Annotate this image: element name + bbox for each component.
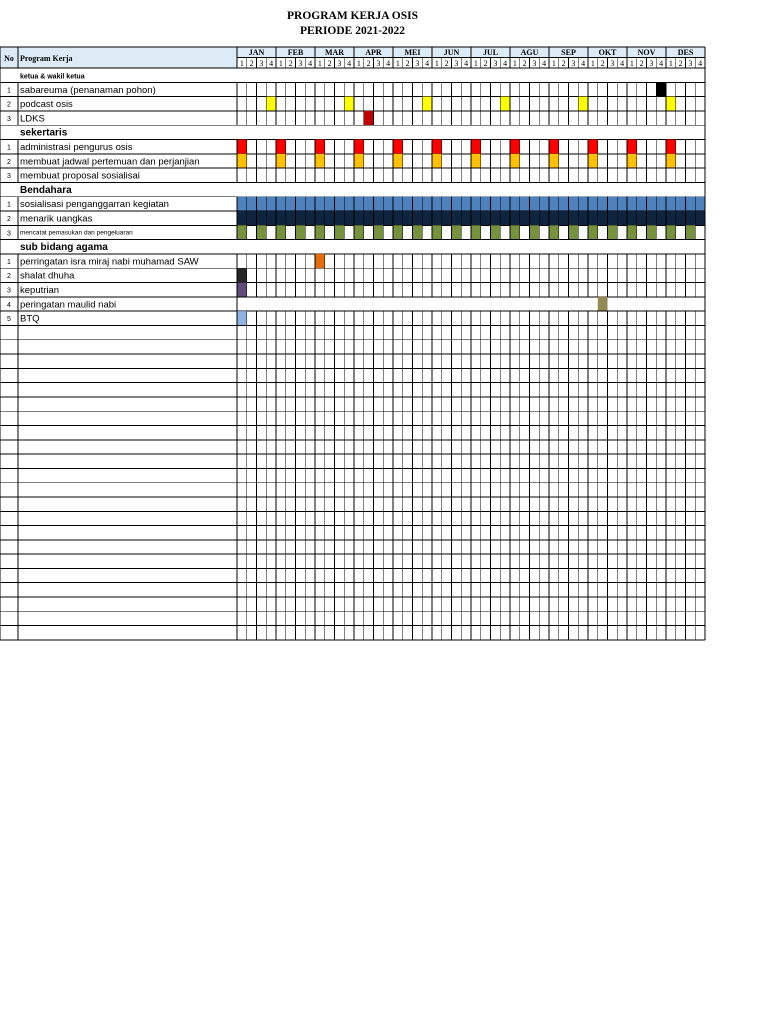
- week-label: 3: [454, 59, 459, 68]
- week-label: 4: [308, 59, 313, 68]
- week-label: 1: [668, 59, 673, 68]
- week-label: 2: [288, 59, 293, 68]
- row-number: 1: [7, 201, 11, 209]
- gantt-cell: [549, 140, 559, 154]
- gantt-cell: [335, 225, 345, 239]
- program-item: podcast osis: [20, 99, 73, 111]
- week-label: 2: [249, 59, 254, 68]
- week-label: 3: [298, 59, 303, 68]
- gantt-cell: [432, 140, 442, 154]
- month-feb: FEB: [287, 48, 304, 57]
- week-label: 4: [347, 59, 352, 68]
- month-nov: NOV: [637, 48, 656, 57]
- gantt-cell: [315, 225, 325, 239]
- gantt-cell: [237, 268, 247, 282]
- week-label: 2: [483, 59, 488, 68]
- gantt-cell: [237, 283, 247, 297]
- row-number: 3: [7, 115, 11, 123]
- gantt-cell: [627, 140, 637, 154]
- gantt-cell: [315, 254, 325, 268]
- section-heading: sub bidang agama: [20, 242, 108, 254]
- gantt-cell: [510, 225, 520, 239]
- row-number: 1: [7, 258, 11, 266]
- gantt-cell: [491, 225, 501, 239]
- gantt-cell: [578, 97, 588, 111]
- week-label: 2: [600, 59, 605, 68]
- row-number: 2: [7, 101, 11, 109]
- section-heading: sekertaris: [20, 127, 68, 139]
- gantt-cell: [393, 154, 403, 168]
- week-label: 4: [464, 59, 469, 68]
- week-label: 1: [551, 59, 556, 68]
- gantt-cell: [588, 154, 598, 168]
- month-des: DES: [677, 48, 694, 57]
- week-label: 1: [317, 59, 322, 68]
- gantt-cell: [549, 225, 559, 239]
- month-mar: MAR: [324, 48, 345, 57]
- week-label: 1: [473, 59, 478, 68]
- gantt-cell: [422, 97, 432, 111]
- week-label: 1: [629, 59, 634, 68]
- gantt-cell: [666, 225, 676, 239]
- row-number: 3: [7, 287, 11, 295]
- row-number: 3: [7, 230, 11, 238]
- gantt-cell: [237, 140, 247, 154]
- gantt-cell: [354, 140, 364, 154]
- gantt-cell: [471, 154, 481, 168]
- gantt-cell: [237, 154, 247, 168]
- program-item: BTQ: [20, 313, 40, 325]
- gantt-cell: [393, 225, 403, 239]
- subgroup-heading: ketua & wakil ketua: [20, 73, 85, 81]
- gantt-cell: [374, 225, 384, 239]
- week-label: 4: [659, 59, 664, 68]
- gantt-cell: [296, 225, 306, 239]
- gantt-cell: [364, 111, 374, 125]
- gantt-cell: [549, 154, 559, 168]
- gantt-cell: [666, 154, 676, 168]
- week-label: 2: [639, 59, 644, 68]
- row-number: 2: [7, 216, 11, 223]
- program-item: membuat jadwal pertemuan dan perjanjian: [20, 156, 200, 168]
- program-item: shalat dhuha: [20, 270, 75, 282]
- week-label: 4: [698, 59, 703, 68]
- week-label: 3: [415, 59, 420, 68]
- week-label: 3: [376, 59, 381, 68]
- gantt-cell: [393, 140, 403, 154]
- gantt-cell: [432, 154, 442, 168]
- week-label: 2: [405, 59, 410, 68]
- gantt-cell: [257, 225, 267, 239]
- row-number: 4: [7, 301, 11, 309]
- week-label: 1: [395, 59, 400, 68]
- gantt-cell: [588, 225, 598, 239]
- gantt-cell: [276, 225, 286, 239]
- row-number: 3: [7, 173, 11, 181]
- month-jul: JUL: [482, 48, 499, 57]
- week-label: 1: [356, 59, 361, 68]
- week-label: 4: [503, 59, 508, 68]
- week-label: 2: [444, 59, 449, 68]
- gantt-cell: [666, 140, 676, 154]
- title-line-2: PERIODE 2021-2022: [299, 25, 406, 37]
- week-label: 3: [649, 59, 654, 68]
- title-line-1: PROGRAM KERJA OSIS: [287, 10, 418, 22]
- gantt-cell: [627, 154, 637, 168]
- gantt-cell: [500, 97, 510, 111]
- gantt-cell: [608, 225, 618, 239]
- gantt-cell: [530, 225, 540, 239]
- week-label: 2: [561, 59, 566, 68]
- program-item: LDKS: [20, 113, 45, 125]
- gantt-cell: [315, 140, 325, 154]
- week-label: 3: [532, 59, 537, 68]
- gantt-cell: [510, 154, 520, 168]
- gantt-cell: [666, 97, 676, 111]
- gantt-cell: [686, 225, 696, 239]
- gantt-cell: [627, 225, 637, 239]
- gantt-cell: [510, 140, 520, 154]
- gantt-cell: [315, 154, 325, 168]
- week-label: 2: [327, 59, 332, 68]
- week-label: 2: [522, 59, 527, 68]
- week-label: 4: [269, 59, 274, 68]
- week-label: 1: [512, 59, 517, 68]
- week-label: 2: [366, 59, 371, 68]
- program-item: sosialisasi penganggarran kegiatan: [20, 199, 169, 211]
- week-label: 4: [425, 59, 430, 68]
- gantt-cell: [471, 140, 481, 154]
- week-label: 2: [678, 59, 683, 68]
- month-jun: JUN: [443, 48, 460, 57]
- gantt-cell: [237, 225, 247, 239]
- header-no: No: [4, 54, 14, 63]
- week-label: 1: [590, 59, 595, 68]
- week-label: 4: [542, 59, 547, 68]
- program-item: mencatat pemasukan dan pengeluaran: [20, 229, 133, 237]
- row-number: 1: [7, 144, 11, 152]
- month-jan: JAN: [248, 48, 265, 57]
- week-label: 3: [259, 59, 264, 68]
- week-label: 4: [581, 59, 586, 68]
- week-label: 1: [278, 59, 283, 68]
- row-number: 1: [7, 87, 11, 95]
- gantt-cell: [276, 140, 286, 154]
- header-program-kerja: Program Kerja: [20, 54, 73, 63]
- program-item: peringatan maulid nabi: [20, 299, 117, 311]
- month-agu: AGU: [520, 48, 539, 57]
- week-label: 4: [386, 59, 391, 68]
- row-number: 5: [7, 316, 11, 324]
- program-item: sabareuma (penanaman pohon): [20, 84, 156, 96]
- week-label: 3: [571, 59, 576, 68]
- gantt-cell: [432, 225, 442, 239]
- program-item: administrasi pengurus osis: [20, 142, 133, 153]
- week-label: 3: [337, 59, 342, 68]
- month-mei: MEI: [404, 48, 421, 57]
- gantt-cell: [656, 82, 666, 96]
- gantt-cell: [344, 97, 354, 111]
- program-item: perringatan isra miraj nabi muhamad SAW: [20, 256, 199, 268]
- gantt-cell: [471, 225, 481, 239]
- gantt-cell: [588, 140, 598, 154]
- gantt-cell: [452, 225, 462, 239]
- gantt-cell: [598, 297, 608, 311]
- week-label: 1: [239, 59, 244, 68]
- gantt-cell: [569, 225, 579, 239]
- month-sep: SEP: [561, 48, 576, 57]
- gantt-cell: [647, 225, 657, 239]
- program-item: membuat proposal sosialisai: [20, 170, 140, 182]
- gantt-cell: [413, 225, 423, 239]
- row-number: 2: [7, 158, 11, 166]
- month-apr: APR: [365, 48, 382, 57]
- program-item: keputrian: [20, 285, 60, 296]
- section-heading: Bendahara: [20, 184, 72, 196]
- gantt-cell: [354, 154, 364, 168]
- month-okt: OKT: [598, 48, 617, 57]
- week-label: 3: [493, 59, 498, 68]
- gantt-cell: [237, 311, 247, 325]
- program-item: menarik uangkas: [20, 213, 93, 225]
- week-label: 3: [610, 59, 615, 68]
- gantt-cell: [266, 97, 276, 111]
- gantt-cell: [354, 225, 364, 239]
- week-label: 1: [434, 59, 439, 68]
- week-label: 3: [688, 59, 693, 68]
- gantt-cell: [276, 154, 286, 168]
- row-number: 2: [7, 273, 11, 281]
- week-label: 4: [620, 59, 625, 68]
